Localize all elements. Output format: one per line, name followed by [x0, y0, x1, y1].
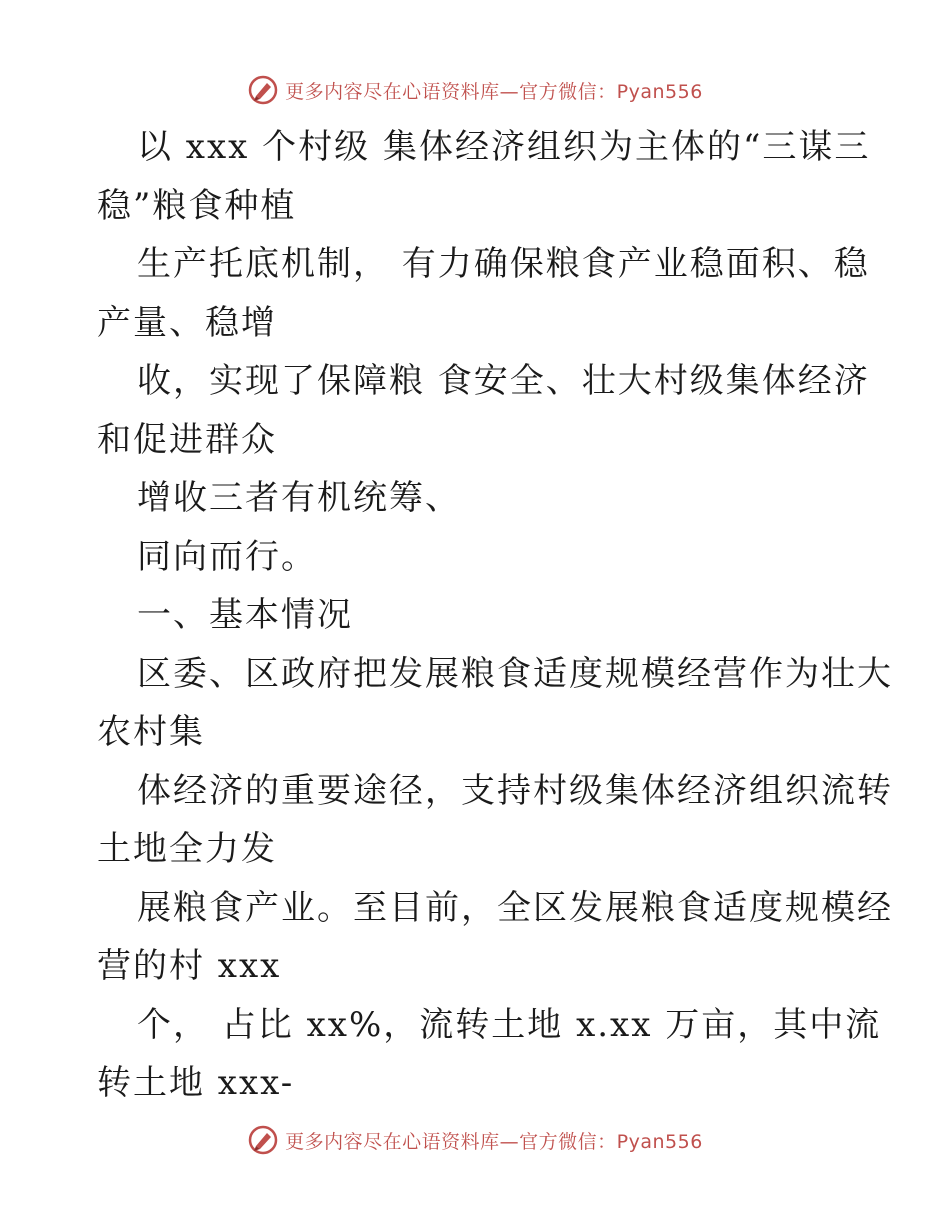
document-body	[97, 118, 893, 1113]
pen-logo-icon	[247, 1124, 279, 1156]
footer-banner-text: 更多内容尽在心语资料库—官方微信：Pyan556	[285, 1130, 703, 1153]
header-banner-text: 更多内容尽在心语资料库—官方微信：Pyan556	[285, 80, 703, 103]
paragraph-line: 营的村 xxx	[97, 946, 282, 986]
paragraph-line: 生产托底机制， 有力确保粮食产业稳面积、稳	[137, 244, 870, 284]
header-banner	[0, 70, 950, 110]
paragraph-line: 体经济的重要途径，支持村级集体经济组织流转	[137, 770, 893, 811]
paragraph-line: 增收三者有机统筹、	[137, 478, 461, 518]
paragraph-line: 收，实现了保障粮 食安全、壮大村级集体经济	[137, 361, 870, 401]
paragraph-line: 区委、区政府把发展粮食适度规模经营作为壮大	[137, 653, 893, 694]
paragraph-line: 稳”粮食种植	[97, 185, 297, 226]
section-heading: 一、基本情况	[137, 595, 353, 635]
paragraph-line: 产量、稳增	[97, 302, 277, 343]
paragraph-line: 展粮食产业。至目前，全区发展粮食适度规模经	[137, 887, 893, 928]
paragraph-line: 个， 占比 xx%，流转土地 x.xx 万亩，其中流	[137, 1004, 882, 1045]
paragraph-line: 土地全力发	[97, 829, 277, 869]
paragraph-line: 同向而行。	[137, 536, 317, 577]
paragraph-line: 农村集	[97, 712, 205, 752]
paragraph-line: 以 xxx 个村级 集体经济组织为主体的“三谋三	[137, 127, 871, 167]
paragraph-line: 和促进群众	[97, 419, 277, 460]
pen-logo-icon	[247, 74, 279, 106]
paragraph-line: 转土地 xxx-	[97, 1063, 295, 1103]
footer-banner	[0, 1120, 950, 1160]
